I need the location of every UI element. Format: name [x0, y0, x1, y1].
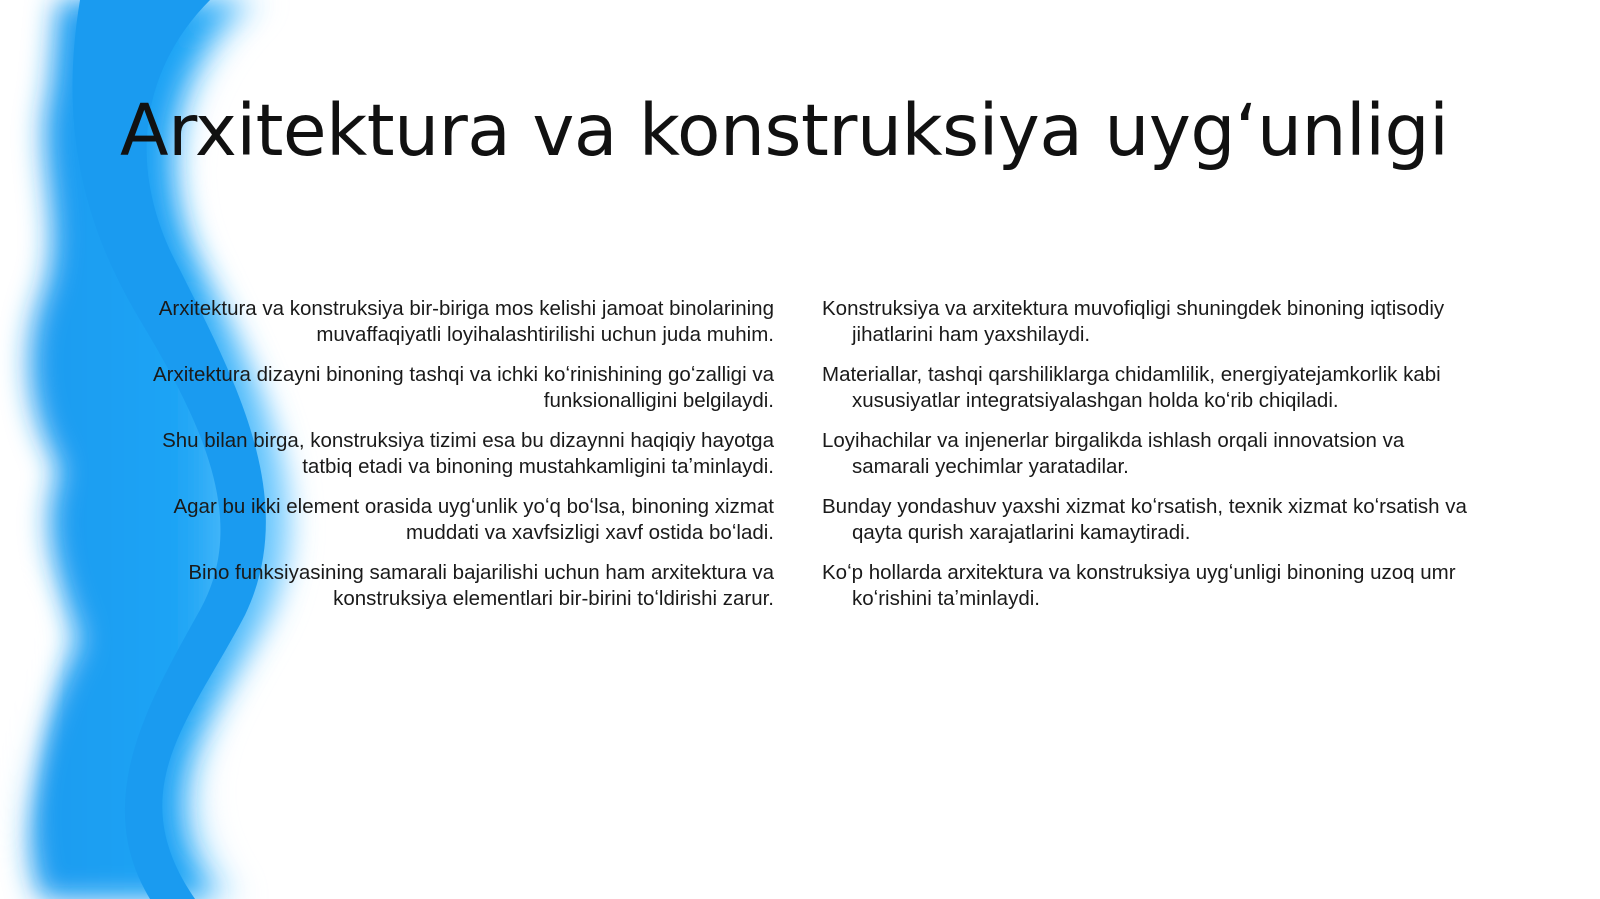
paragraph: Koʻp hollarda arxitektura va konstruksiya uygʻunligi binoning uzoq umr koʻrishini taʼminlaydi.: [822, 561, 1456, 610]
paragraph: Shu bilan birga, konstruksiya tizimi esa bu dizaynni haqiqiy hayotga tatbiq etadi va binoning mustahkamligini taʼminlaydi.: [162, 429, 774, 478]
paragraph: Konstruksiya va arxitektura muvofiqligi shuningdek binoning iqtisodiy jihatlarini ham yaxshilaydi.: [822, 297, 1445, 346]
paragraph: Arxitektura dizayni binoning tashqi va ichki koʻrinishining goʻzalligi va funksionalligini belgilaydi.: [152, 363, 774, 412]
right-text-column: [822, 296, 1487, 626]
paragraph: Loyihachilar va injenerlar birgalikda ishlash orqali innovatsion va samarali yechimlar yaratadilar.: [822, 429, 1405, 478]
left-text-column: [118, 296, 774, 626]
paragraph: Arxitektura va konstruksiya bir-biriga mos kelishi jamoat binolarining muvaffaqiyatli loyihalashtirilishi uchun juda muhim.: [158, 297, 774, 346]
paragraph: Bunday yondashuv yaxshi xizmat koʻrsatish, texnik xizmat koʻrsatish va qayta qurish xarajatlarini kamaytiradi.: [822, 495, 1467, 544]
page-title: Arxitektura va konstruksiya uyg‘unligi: [120, 89, 1449, 172]
paragraph: Agar bu ikki element orasida uygʻunlik yoʻq boʻlsa, binoning xizmat muddati va xavfsizligi xavf ostida boʻladi.: [173, 495, 774, 544]
paragraph: Bino funksiyasining samarali bajarilishi uchun ham arxitektura va konstruksiya elementlari bir-birini toʻldirishi zarur.: [188, 561, 774, 610]
paragraph: Materiallar, tashqi qarshiliklarga chidamlilik, energiyatejamkorlik kabi xususiyatlar integratsiyalashgan holda koʻrib chiqiladi.: [822, 363, 1441, 412]
